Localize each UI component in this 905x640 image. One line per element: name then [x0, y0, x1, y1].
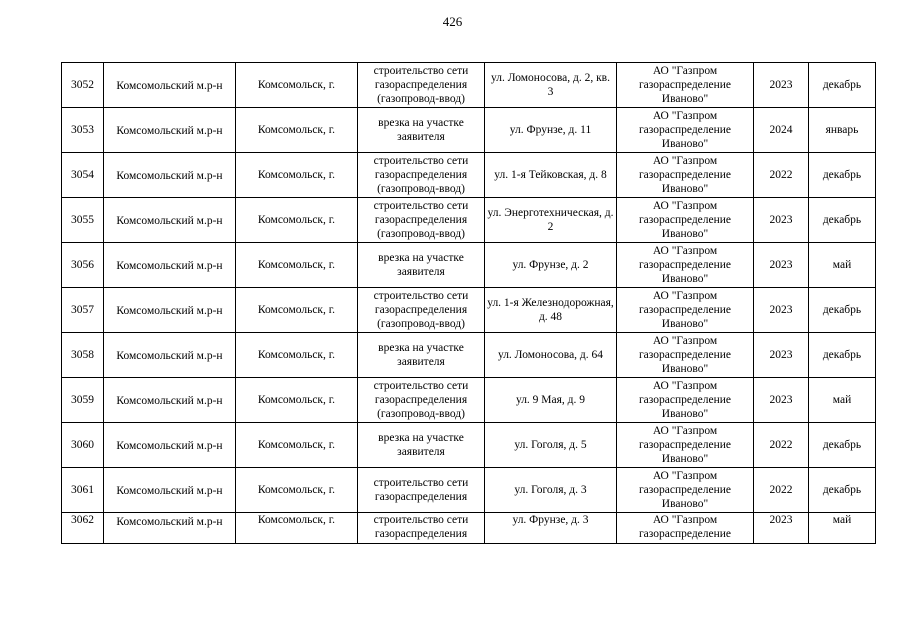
district-cell	[104, 468, 236, 513]
address-cell	[485, 333, 617, 378]
work-type-cell	[358, 423, 485, 468]
work-type-cell-text: строительство сети газораспределения (газопровод-ввод)	[373, 290, 469, 330]
address-cell-text: ул. 1-я Железнодорожная, д. 48	[487, 297, 614, 323]
organization-cell-text: АО "Газпром газораспределение Иваново"	[638, 425, 732, 465]
month-cell	[809, 378, 876, 423]
organization-cell	[617, 288, 754, 333]
district-cell-text: Комсомольский м.р-н	[116, 170, 223, 182]
row-number-cell-text: 3060	[71, 439, 94, 451]
district-cell	[104, 153, 236, 198]
row-number-cell-text: 3058	[71, 349, 94, 361]
locality-cell	[236, 513, 358, 544]
work-type-cell-text: врезка на участке заявителя	[378, 432, 464, 458]
locality-cell	[236, 198, 358, 243]
district-cell-text: Комсомольский м.р-н	[116, 215, 223, 227]
district-cell	[104, 63, 236, 108]
month-cell-text: декабрь	[822, 169, 862, 181]
table-row	[62, 198, 876, 243]
month-cell-text: декабрь	[822, 214, 862, 226]
work-type-cell	[358, 378, 485, 423]
table-row	[62, 333, 876, 378]
district-cell	[104, 198, 236, 243]
row-number-cell-text: 3056	[71, 259, 94, 271]
table-row	[62, 108, 876, 153]
year-cell	[754, 63, 809, 108]
address-cell	[485, 153, 617, 198]
district-cell	[104, 333, 236, 378]
row-number-cell	[62, 423, 104, 468]
year-cell-text: 2023	[769, 214, 793, 226]
month-cell	[809, 423, 876, 468]
table-row	[62, 513, 876, 544]
address-cell	[485, 198, 617, 243]
work-type-cell-text: врезка на участке заявителя	[378, 117, 464, 143]
locality-cell	[236, 153, 358, 198]
month-cell	[809, 108, 876, 153]
address-cell	[485, 423, 617, 468]
district-cell-text: Комсомольский м.р-н	[116, 395, 223, 407]
row-number-cell-text: 3053	[71, 124, 94, 136]
work-type-cell	[358, 198, 485, 243]
locality-cell-text: Комсомольск, г.	[257, 304, 336, 316]
organization-cell-text: АО "Газпром газораспределение Иваново"	[638, 335, 732, 375]
table-row	[62, 243, 876, 288]
year-cell	[754, 108, 809, 153]
table-row	[62, 288, 876, 333]
year-cell-text: 2023	[769, 394, 793, 406]
row-number-cell	[62, 513, 104, 544]
organization-cell	[617, 153, 754, 198]
locality-cell-text: Комсомольск, г.	[257, 124, 336, 136]
locality-cell	[236, 378, 358, 423]
district-cell-text: Комсомольский м.р-н	[116, 485, 223, 497]
address-cell	[485, 468, 617, 513]
district-cell-text: Комсомольский м.р-н	[116, 350, 223, 362]
year-cell-text: 2024	[769, 124, 793, 136]
work-type-cell-text: строительство сети газораспределения (газопровод-ввод)	[373, 65, 469, 105]
work-type-cell	[358, 153, 485, 198]
row-number-cell-text: 3062	[71, 514, 94, 526]
month-cell	[809, 513, 876, 544]
work-type-cell	[358, 243, 485, 288]
locality-cell	[236, 108, 358, 153]
registry-table	[61, 62, 876, 544]
organization-cell-text: АО "Газпром газораспределение	[638, 514, 732, 540]
work-type-cell-text: строительство сети газораспределения (газопровод-ввод)	[373, 200, 469, 240]
year-cell-text: 2023	[769, 514, 793, 526]
district-cell-text: Комсомольский м.р-н	[116, 516, 223, 528]
year-cell-text: 2023	[769, 79, 793, 91]
organization-cell	[617, 513, 754, 544]
locality-cell	[236, 468, 358, 513]
locality-cell-text: Комсомольск, г.	[257, 349, 336, 361]
registry-table-body	[62, 63, 876, 544]
work-type-cell	[358, 63, 485, 108]
organization-cell-text: АО "Газпром газораспределение Иваново"	[638, 155, 732, 195]
organization-cell-text: АО "Газпром газораспределение Иваново"	[638, 380, 732, 420]
month-cell	[809, 198, 876, 243]
row-number-cell	[62, 153, 104, 198]
district-cell	[104, 108, 236, 153]
locality-cell	[236, 288, 358, 333]
row-number-cell	[62, 333, 104, 378]
row-number-cell	[62, 63, 104, 108]
month-cell-text: декабрь	[822, 79, 862, 91]
month-cell-text: май	[832, 259, 852, 271]
row-number-cell	[62, 378, 104, 423]
locality-cell-text: Комсомольск, г.	[257, 214, 336, 226]
table-row	[62, 423, 876, 468]
organization-cell-text: АО "Газпром газораспределение Иваново"	[638, 245, 732, 285]
row-number-cell	[62, 288, 104, 333]
district-cell-text: Комсомольский м.р-н	[116, 440, 223, 452]
locality-cell-text: Комсомольск, г.	[257, 169, 336, 181]
locality-cell	[236, 333, 358, 378]
month-cell-text: декабрь	[822, 304, 862, 316]
year-cell	[754, 288, 809, 333]
table-row	[62, 468, 876, 513]
row-number-cell-text: 3055	[71, 214, 94, 226]
page-number: 426	[442, 14, 463, 29]
work-type-cell	[358, 513, 485, 544]
row-number-cell-text: 3059	[71, 394, 94, 406]
month-cell	[809, 288, 876, 333]
locality-cell-text: Комсомольск, г.	[257, 484, 336, 496]
table-row	[62, 153, 876, 198]
organization-cell-text: АО "Газпром газораспределение Иваново"	[638, 110, 732, 150]
organization-cell	[617, 108, 754, 153]
district-cell-text: Комсомольский м.р-н	[116, 260, 223, 272]
year-cell-text: 2022	[769, 169, 793, 181]
year-cell-text: 2023	[769, 349, 793, 361]
work-type-cell	[358, 288, 485, 333]
address-cell-text: ул. Фрунзе, д. 2	[512, 259, 589, 271]
year-cell-text: 2022	[769, 439, 793, 451]
work-type-cell-text: врезка на участке заявителя	[378, 342, 464, 368]
month-cell	[809, 243, 876, 288]
year-cell-text: 2023	[769, 304, 793, 316]
work-type-cell	[358, 333, 485, 378]
district-cell	[104, 513, 236, 544]
row-number-cell	[62, 243, 104, 288]
organization-cell-text: АО "Газпром газораспределение Иваново"	[638, 200, 732, 240]
month-cell	[809, 468, 876, 513]
locality-cell	[236, 63, 358, 108]
address-cell-text: ул. 1-я Тейковская, д. 8	[494, 169, 607, 181]
organization-cell	[617, 63, 754, 108]
address-cell-text: ул. Фрунзе, д. 3	[512, 514, 589, 526]
locality-cell	[236, 423, 358, 468]
month-cell-text: май	[832, 514, 852, 526]
locality-cell-text: Комсомольск, г.	[257, 79, 336, 91]
locality-cell-text: Комсомольск, г.	[257, 439, 336, 451]
organization-cell-text: АО "Газпром газораспределение Иваново"	[638, 65, 732, 105]
row-number-cell-text: 3052	[71, 79, 94, 91]
organization-cell	[617, 333, 754, 378]
month-cell	[809, 63, 876, 108]
address-cell-text: ул. 9 Мая, д. 9	[515, 394, 586, 406]
year-cell-text: 2023	[769, 259, 793, 271]
work-type-cell-text: строительство сети газораспределения	[373, 477, 469, 503]
month-cell-text: декабрь	[822, 349, 862, 361]
district-cell-text: Комсомольский м.р-н	[116, 305, 223, 317]
district-cell	[104, 243, 236, 288]
month-cell-text: январь	[825, 124, 859, 136]
locality-cell-text: Комсомольск, г.	[257, 394, 336, 406]
district-cell	[104, 423, 236, 468]
work-type-cell	[358, 108, 485, 153]
organization-cell-text: АО "Газпром газораспределение Иваново"	[638, 290, 732, 330]
address-cell-text: ул. Ломоносова, д. 2, кв. 3	[491, 72, 610, 98]
row-number-cell-text: 3061	[71, 484, 94, 496]
locality-cell-text: Комсомольск, г.	[257, 514, 336, 526]
organization-cell	[617, 198, 754, 243]
month-cell-text: декабрь	[822, 439, 862, 451]
work-type-cell	[358, 468, 485, 513]
year-cell	[754, 243, 809, 288]
organization-cell	[617, 243, 754, 288]
address-cell	[485, 108, 617, 153]
address-cell-text: ул. Фрунзе, д. 11	[509, 124, 592, 136]
year-cell	[754, 153, 809, 198]
organization-cell	[617, 423, 754, 468]
address-cell	[485, 243, 617, 288]
work-type-cell-text: строительство сети газораспределения	[373, 514, 469, 540]
year-cell-text: 2022	[769, 484, 793, 496]
row-number-cell-text: 3057	[71, 304, 94, 316]
district-cell	[104, 378, 236, 423]
organization-cell	[617, 468, 754, 513]
year-cell	[754, 378, 809, 423]
month-cell	[809, 153, 876, 198]
address-cell	[485, 378, 617, 423]
district-cell-text: Комсомольский м.р-н	[116, 80, 223, 92]
year-cell	[754, 468, 809, 513]
table-row	[62, 63, 876, 108]
locality-cell-text: Комсомольск, г.	[257, 259, 336, 271]
year-cell	[754, 198, 809, 243]
district-cell-text: Комсомольский м.р-н	[116, 125, 223, 137]
month-cell	[809, 333, 876, 378]
row-number-cell-text: 3054	[71, 169, 94, 181]
row-number-cell	[62, 198, 104, 243]
month-cell-text: май	[832, 394, 852, 406]
work-type-cell-text: врезка на участке заявителя	[378, 252, 464, 278]
year-cell	[754, 333, 809, 378]
address-cell-text: ул. Энерготехническая, д. 2	[487, 207, 614, 233]
organization-cell-text: АО "Газпром газораспределение Иваново"	[638, 470, 732, 510]
row-number-cell	[62, 468, 104, 513]
address-cell	[485, 513, 617, 544]
year-cell	[754, 423, 809, 468]
address-cell	[485, 63, 617, 108]
address-cell-text: ул. Гоголя, д. 3	[514, 484, 587, 496]
address-cell	[485, 288, 617, 333]
organization-cell	[617, 378, 754, 423]
locality-cell	[236, 243, 358, 288]
table-row	[62, 378, 876, 423]
work-type-cell-text: строительство сети газораспределения (газопровод-ввод)	[373, 155, 469, 195]
address-cell-text: ул. Гоголя, д. 5	[514, 439, 587, 451]
month-cell-text: декабрь	[822, 484, 862, 496]
district-cell	[104, 288, 236, 333]
row-number-cell	[62, 108, 104, 153]
year-cell	[754, 513, 809, 544]
address-cell-text: ул. Ломоносова, д. 64	[497, 349, 604, 361]
work-type-cell-text: строительство сети газораспределения (газопровод-ввод)	[373, 380, 469, 420]
